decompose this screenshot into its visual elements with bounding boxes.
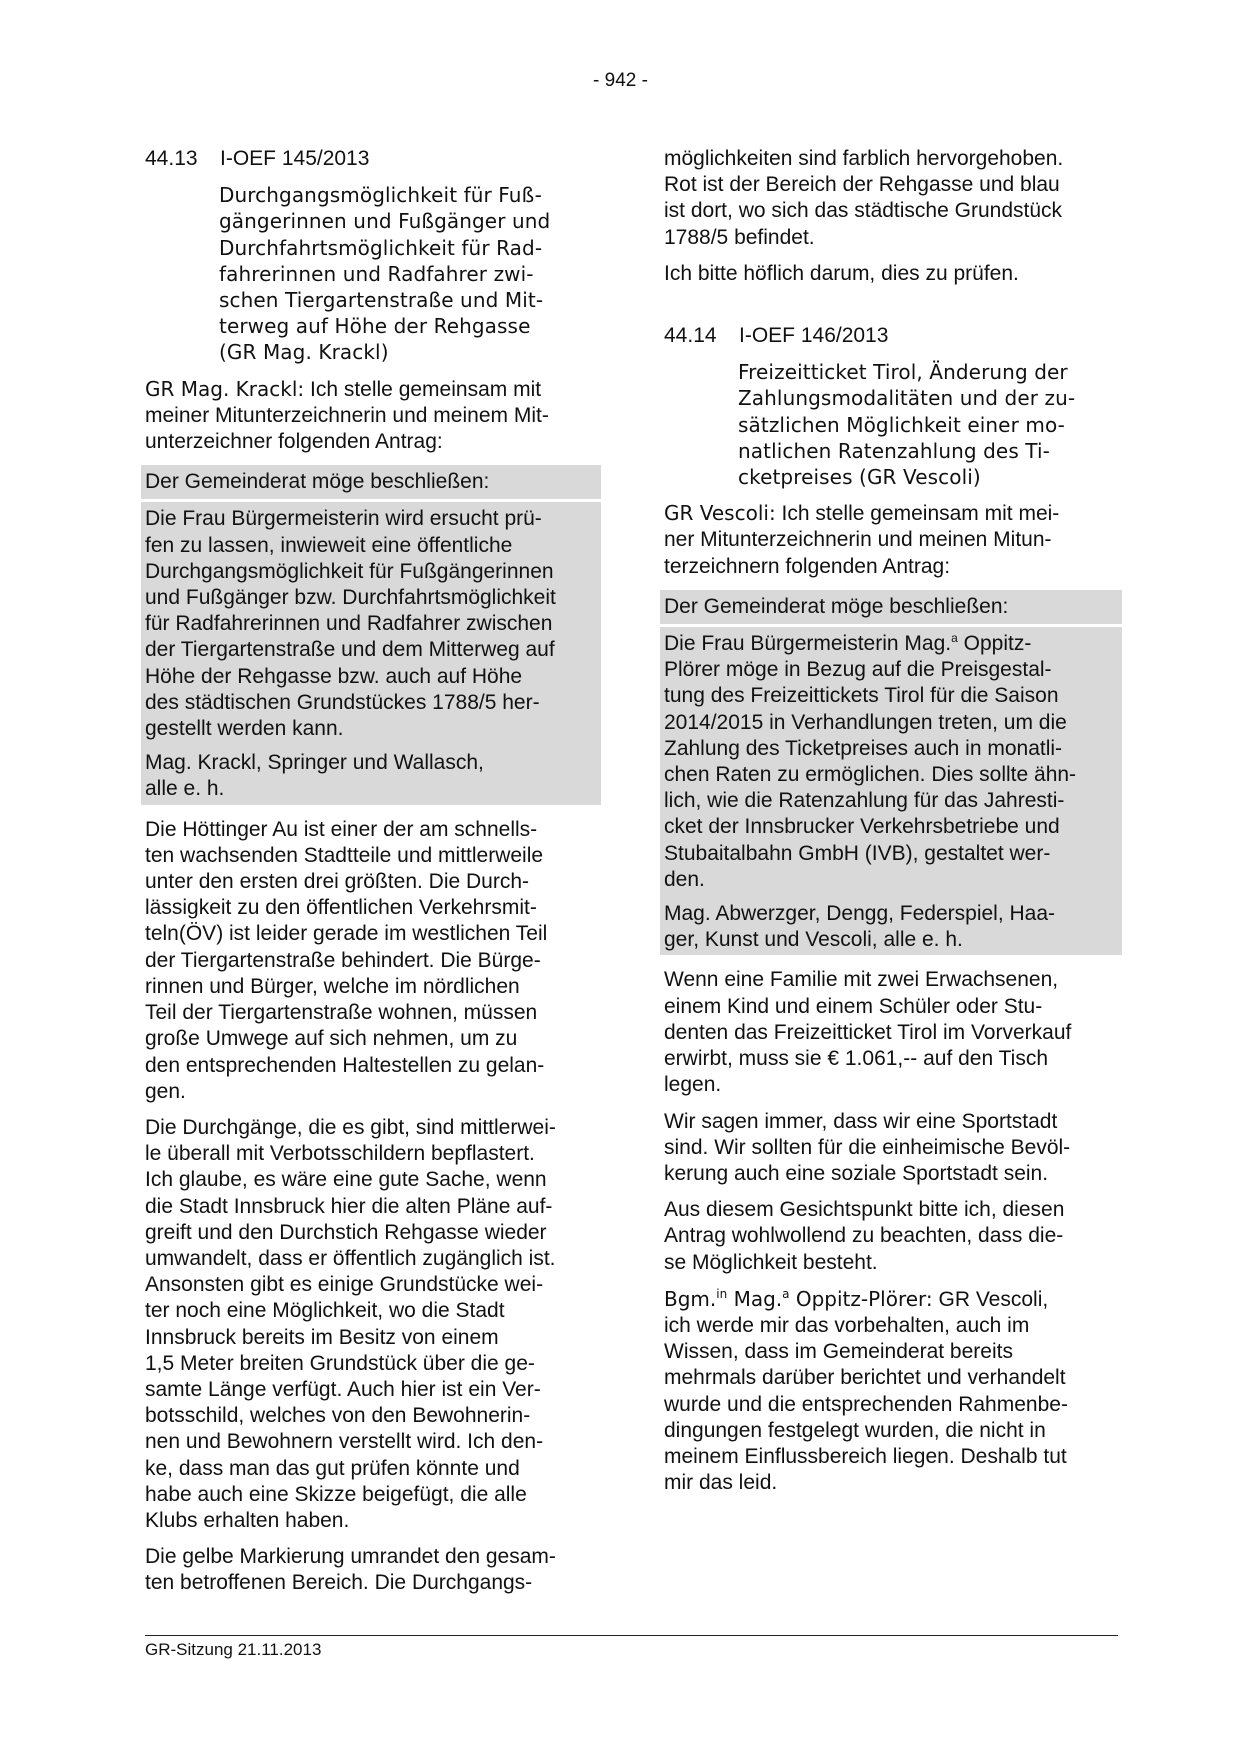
text-line: meinem Einflussbereich liegen. Deshalb tut bbox=[664, 1444, 1067, 1468]
text-line: Wir sagen immer, dass wir eine Sportstadt bbox=[664, 1109, 1058, 1133]
text-line: unterzeichner folgenden Antrag: bbox=[145, 430, 443, 454]
text-line: Die gelbe Markierung umrandet den gesam- bbox=[145, 1545, 556, 1569]
paragraph bbox=[664, 1197, 1118, 1276]
agenda-item-title bbox=[145, 182, 597, 365]
text-line: chen Raten zu ermöglichen. Dies sollte ähn- bbox=[664, 763, 1077, 787]
speaker-name: GR Mag. Krackl: bbox=[145, 376, 305, 401]
agenda-item-code: I-OEF 146/2013 bbox=[739, 324, 889, 348]
text-line: denten das Freizeitticket Tirol im Vorverkauf bbox=[664, 1020, 1072, 1044]
text-line: nen und Bewohnern verstellt wird. Ich den- bbox=[145, 1430, 544, 1454]
text-line: botsschild, welches von den Bewohnerin- bbox=[145, 1404, 531, 1428]
text-line: lässigkeit zu den öffentlichen Verkehrsmit- bbox=[145, 896, 537, 920]
text-line: ich werde mir das vorbehalten, auch im bbox=[664, 1313, 1030, 1337]
text-line: ist dort, wo sich das städtische Grundstück bbox=[664, 199, 1063, 223]
text-line: ke, dass man das gut prüfen könnte und bbox=[145, 1456, 520, 1480]
text-line: Ich stelle gemeinsam mit bbox=[309, 377, 542, 401]
text-line: Durchfahrtsmöglichkeit für Rad- bbox=[219, 235, 543, 260]
text-line: Die Höttinger Au ist einer der am schnells- bbox=[145, 817, 538, 841]
text-line: Aus diesem Gesichtspunkt bitte ich, diesen bbox=[664, 1198, 1065, 1222]
text-line: lich, wie die Ratenzahlung für das Jahresti- bbox=[664, 789, 1065, 813]
motion-heading: Der Gemeinderat möge beschließen: bbox=[141, 465, 601, 502]
text-line: unter den ersten drei größten. Die Durch- bbox=[145, 870, 530, 894]
text-line: meiner Mitunterzeichnerin und meinem Mit- bbox=[145, 403, 549, 427]
text-line: Rot ist der Bereich der Rehgasse und blau bbox=[664, 173, 1060, 197]
text-line: Plörer möge in Bezug auf die Preisgestal- bbox=[664, 658, 1052, 682]
text-line: ner Mitunterzeichnerin und meinen Mitun- bbox=[664, 528, 1052, 552]
text-line: 1,5 Meter breiten Grundstück über die ge- bbox=[145, 1351, 535, 1375]
text-line: (GR Mag. Krackl) bbox=[219, 340, 389, 365]
text-line: tung des Freizeittickets Tirol für die Saison bbox=[664, 684, 1059, 708]
text-line: Durchgangsmöglichkeit für Fußgängerinnen bbox=[145, 559, 554, 583]
text-line: große Umwege auf sich nehmen, um zu bbox=[145, 1027, 518, 1051]
text-line: sätzlichen Möglichkeit einer mo- bbox=[738, 412, 1065, 437]
text-line: Wenn eine Familie mit zwei Erwachsenen, bbox=[664, 968, 1059, 992]
text-line: schen Tiergartenstraße und Mit- bbox=[219, 288, 544, 313]
text-line: Mag. Abwerzger, Dengg, Federspiel, Haa- bbox=[664, 902, 1056, 926]
text-line: möglichkeiten sind farblich hervorgehoben. bbox=[664, 147, 1064, 170]
text-line: fen zu lassen, inwieweit eine öffentliche bbox=[145, 533, 513, 557]
text-line: Antrag wohlwollend zu beachten, dass die- bbox=[664, 1224, 1064, 1248]
text-line: 1788/5 befindet. bbox=[664, 225, 815, 249]
text-line: den entsprechenden Haltestellen zu gelan- bbox=[145, 1053, 545, 1077]
text-line: der Tiergartenstraße behindert. Die Bürge- bbox=[145, 948, 541, 972]
text-line: Stubaitalbahn GmbH (IVB), gestaltet wer- bbox=[664, 841, 1051, 865]
text-line: gen. bbox=[145, 1079, 186, 1103]
text-line: Zahlungsmodalitäten und der zu- bbox=[738, 386, 1076, 411]
agenda-item-number: 44.13 bbox=[145, 147, 198, 170]
motion-box bbox=[660, 590, 1122, 956]
text-line: mehrmals darüber berichtet und verhandelt bbox=[664, 1366, 1066, 1390]
text-line: cketpreises (GR Vescoli) bbox=[738, 465, 981, 490]
text-line: ten betroffenen Bereich. Die Durchgangs- bbox=[145, 1571, 533, 1595]
text-line: teln(ÖV) ist leider gerade im westlichen Teil bbox=[145, 922, 548, 946]
text-line: se Möglichkeit besteht. bbox=[664, 1250, 878, 1274]
footer-session-date: GR-Sitzung 21.11.2013 bbox=[145, 1640, 322, 1659]
paragraph bbox=[145, 1115, 597, 1534]
motion-signature bbox=[145, 742, 597, 804]
motion-body bbox=[145, 502, 597, 742]
paragraph bbox=[145, 817, 597, 1105]
text-line: habe auch eine Skizze beigefügt, die alle bbox=[145, 1482, 527, 1506]
reply-paragraph: Bgm.$^{in}$ Mag.$^a$ Oppitz-Plörer: GR Vescoli, ich werde mir das vorbehalten, auch im Wissen, dass im Gemeinderat bereits mehrmals darüber berichtet und verhandelt wurde und die entsprechenden Rahmenbe- dingungen festgelegt wurden, die nicht in meinem Einflussbereich liegen. Deshalb tut mir das leid. bbox=[664, 1286, 1068, 1495]
text-line: umwandelt, dass er öffentlich zugänglich ist. bbox=[145, 1246, 556, 1270]
text-line: cket der Innsbrucker Verkehrsbetriebe und bbox=[664, 815, 1060, 839]
text-line: gängerinnen und Fußgänger und bbox=[219, 209, 551, 234]
text-line: Höhe der Rehgasse bzw. auch auf Höhe bbox=[145, 664, 523, 688]
text-line: alle e. h. bbox=[145, 777, 225, 801]
text-line: legen. bbox=[664, 1073, 722, 1097]
agenda-item-code: I-OEF 145/2013 bbox=[220, 147, 370, 170]
paragraph bbox=[145, 1544, 597, 1596]
intro-paragraph bbox=[145, 376, 597, 456]
agenda-item-header bbox=[145, 146, 597, 172]
text-line: Freizeitticket Tirol, Änderung der bbox=[738, 360, 1068, 385]
text-line: ter noch eine Möglichkeit, wo die Stadt bbox=[145, 1299, 505, 1323]
intro-paragraph bbox=[664, 500, 1118, 580]
text-line: wurde und die entsprechenden Rahmenbe- bbox=[664, 1392, 1068, 1416]
paragraph bbox=[664, 967, 1118, 1098]
left-column bbox=[145, 146, 597, 1607]
text-line: natlichen Ratenzahlung des Ti- bbox=[738, 438, 1050, 463]
paragraph-continued bbox=[664, 146, 1118, 251]
text-line: le überall mit Verbotsschildern bepflastert. bbox=[145, 1142, 535, 1166]
text-line: Ansonsten gibt es einige Grundstücke wei- bbox=[145, 1273, 544, 1297]
text-line: erwirbt, muss sie € 1.061,-- auf den Tisch bbox=[664, 1047, 1048, 1071]
text-line: gestellt werden kann. bbox=[145, 717, 344, 741]
speaker-name: GR Vescoli: bbox=[664, 501, 776, 526]
agenda-item-title bbox=[664, 359, 1118, 490]
text-line: mir das leid. bbox=[664, 1471, 778, 1495]
text-line: ger, Kunst und Vescoli, alle e. h. bbox=[664, 928, 963, 952]
motion-body: Die Frau Bürgermeisterin Mag.$^a$ Oppitz- Plörer möge in Bezug auf die Preisgestal- tung des Freizeittickets Tirol für die Saison 2014/2015 in Verhandlungen treten, um die Zahlung des Ticketpreises auch in monatli- chen Raten zu ermöglichen. Dies sollte ähn- lich, wie die Ratenzahlung für das Jahresti- cket der Innsbrucker Verkehrsbetriebe und Stubaitalbahn GmbH (IVB), gestaltet wer- den. bbox=[664, 631, 1077, 891]
agenda-item-number: 44.14 bbox=[664, 324, 717, 348]
text-line: Ich glaube, es wäre eine gute Sache, wenn bbox=[145, 1168, 547, 1192]
text-line: rinnen und Bürger, welche im nördlichen bbox=[145, 974, 520, 998]
text-line: kerung auch eine soziale Sportstadt sein. bbox=[664, 1161, 1049, 1185]
motion-heading: Der Gemeinderat möge beschließen: bbox=[660, 590, 1122, 627]
text-line: terzeichnern folgenden Antrag: bbox=[664, 554, 951, 578]
text-line: greift und den Durchstich Rehgasse wieder bbox=[145, 1220, 547, 1244]
agenda-item-header bbox=[664, 323, 1118, 349]
text-line: Innsbruck bereits im Besitz von einem bbox=[145, 1325, 499, 1349]
text-line: Durchgangsmöglichkeit für Fuß- bbox=[219, 183, 542, 208]
text-line: für Radfahrerinnen und Radfahrer zwischen bbox=[145, 612, 553, 636]
right-column bbox=[664, 146, 1118, 1506]
text-line: Ich stelle gemeinsam mit mei- bbox=[781, 502, 1060, 526]
text-line: Die Durchgänge, die es gibt, sind mittlerwei- bbox=[145, 1115, 556, 1139]
text-line: Mag. Krackl, Springer und Wallasch, bbox=[145, 751, 484, 775]
text-line: Teil der Tiergartenstraße wohnen, müssen bbox=[145, 1001, 538, 1025]
text-line: die Stadt Innsbruck hier die alten Pläne auf- bbox=[145, 1194, 553, 1218]
text-line: den. bbox=[664, 867, 705, 891]
text-line: der Tiergartenstraße und dem Mitterweg auf bbox=[145, 638, 555, 662]
page-number: - 942 - bbox=[593, 70, 648, 91]
text-line: sind. Wir sollten für die einheimische Bevöl- bbox=[664, 1135, 1071, 1159]
text-line: samte Länge verfügt. Auch hier ist ein Ver- bbox=[145, 1377, 541, 1401]
speaker-name: Bgm.$^{in}$ Mag.$^a$ Oppitz-Plörer: bbox=[664, 1286, 933, 1311]
motion-signature bbox=[664, 893, 1118, 955]
request-sentence: Ich bitte höflich darum, dies zu prüfen. bbox=[664, 261, 1019, 285]
text-line: einem Kind und einem Schüler oder Stu- bbox=[664, 994, 1043, 1018]
text-line: Zahlung des Ticketpreises auch in monatli- bbox=[664, 736, 1063, 760]
motion-box bbox=[141, 465, 601, 804]
text-line: und Fußgänger bzw. Durchfahrtsmöglichkeit bbox=[145, 586, 556, 610]
footer-rule bbox=[145, 1635, 1118, 1636]
text-line: Die Frau Bürgermeisterin wird ersucht prü- bbox=[145, 507, 542, 531]
text-line: dingungen festgelegt wurden, die nicht in bbox=[664, 1418, 1046, 1442]
text-line: des städtischen Grundstückes 1788/5 her- bbox=[145, 690, 540, 714]
paragraph bbox=[664, 1109, 1118, 1188]
text-line: 2014/2015 in Verhandlungen treten, um die bbox=[664, 710, 1067, 734]
text-line: Wissen, dass im Gemeinderat bereits bbox=[664, 1340, 1013, 1364]
text-line: ten wachsenden Stadtteile und mittlerweile bbox=[145, 843, 544, 867]
text-line: Klubs erhalten haben. bbox=[145, 1508, 350, 1532]
text-line: fahrerinnen und Radfahrer zwi- bbox=[219, 261, 534, 286]
text-line: terweg auf Höhe der Rehgasse bbox=[219, 314, 531, 339]
